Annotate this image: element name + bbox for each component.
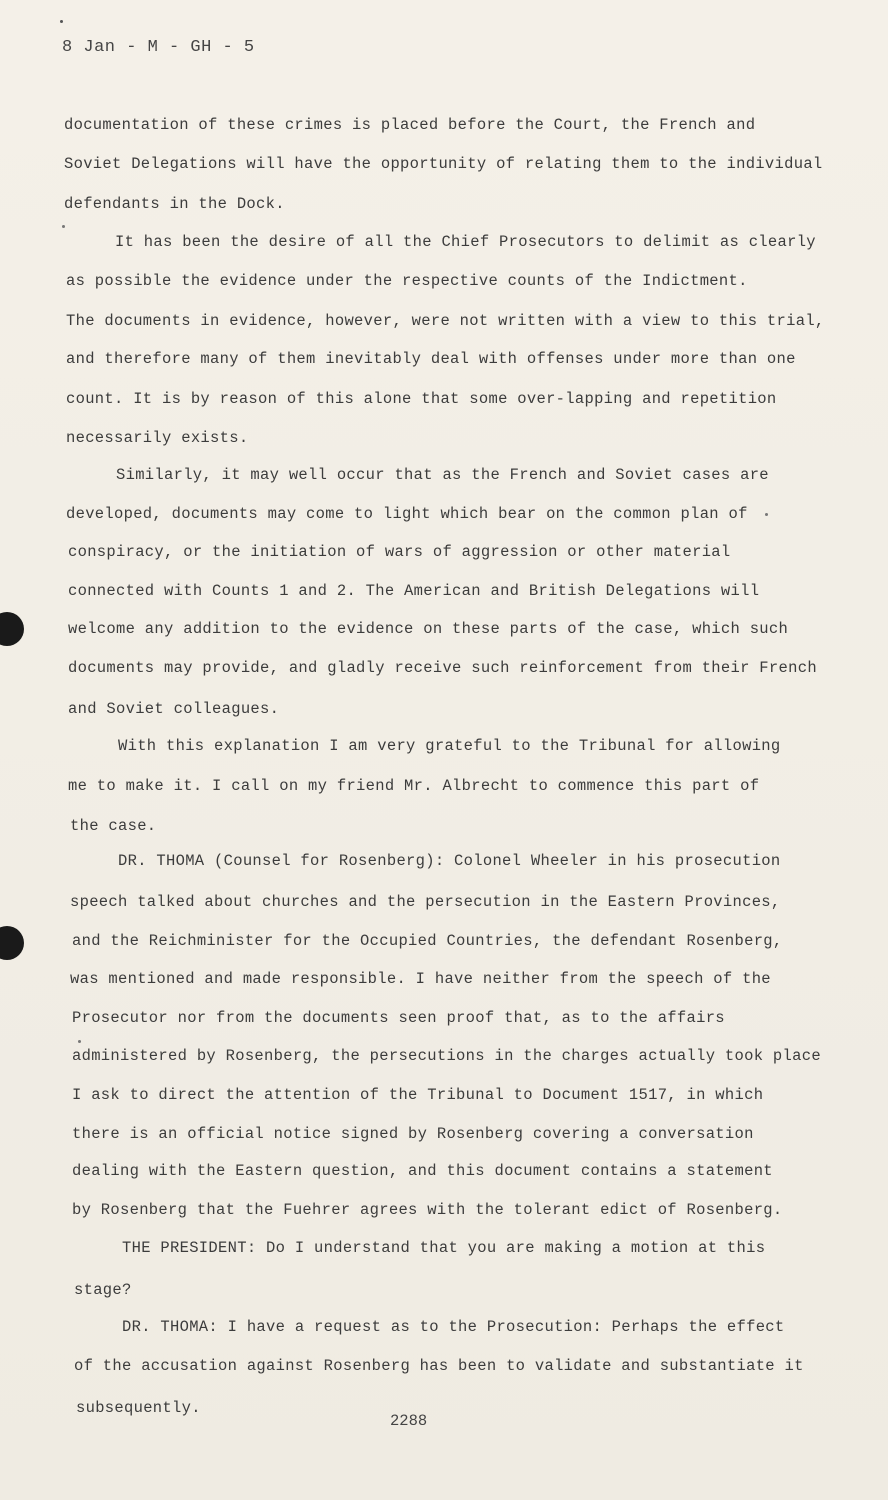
text-line: as possible the evidence under the respective counts of the Indictment.	[66, 272, 748, 290]
text-line: dealing with the Eastern question, and this document contains a statement	[72, 1162, 773, 1180]
text-line: there is an official notice signed by Rosenberg covering a conversation	[72, 1125, 754, 1143]
text-line: Soviet Delegations will have the opportunity of relating them to the individual	[64, 155, 823, 173]
text-line: necessarily exists.	[66, 429, 249, 447]
text-line: documentation of these crimes is placed before the Court, the French and	[64, 116, 756, 134]
text-line: documents may provide, and gladly receive such reinforcement from their French	[68, 659, 817, 677]
text-line: It has been the desire of all the Chief Prosecutors to delimit as clearly	[115, 233, 816, 251]
punch-hole	[0, 612, 24, 646]
page-number: 2288	[390, 1412, 428, 1430]
page-header-reference: 8 Jan - M - GH - 5	[62, 38, 255, 57]
text-line: developed, documents may come to light which bear on the common plan of	[66, 505, 748, 523]
ink-speck	[62, 225, 65, 228]
text-line: connected with Counts 1 and 2. The American and British Delegations will	[68, 582, 760, 600]
text-line: I ask to direct the attention of the Tribunal to Document 1517, in which	[72, 1086, 764, 1104]
ink-speck	[765, 513, 768, 516]
text-line: of the accusation against Rosenberg has been to validate and substantiate it	[74, 1357, 804, 1375]
punch-hole	[0, 926, 24, 960]
text-line: administered by Rosenberg, the persecutions in the charges actually took place	[72, 1047, 821, 1065]
text-line: DR. THOMA: I have a request as to the Prosecution: Perhaps the effect	[122, 1318, 785, 1336]
ink-dot	[60, 20, 63, 23]
text-line: Similarly, it may well occur that as the French and Soviet cases are	[116, 466, 769, 484]
text-line: and the Reichminister for the Occupied Countries, the defendant Rosenberg,	[72, 932, 783, 950]
text-line: DR. THOMA (Counsel for Rosenberg): Colonel Wheeler in his prosecution	[118, 852, 781, 870]
text-line: count. It is by reason of this alone that some over-lapping and repetition	[66, 390, 777, 408]
text-line: the case.	[70, 817, 157, 835]
text-line: welcome any addition to the evidence on these parts of the case, which such	[68, 620, 789, 638]
text-line: THE PRESIDENT: Do I understand that you are making a motion at this	[122, 1239, 766, 1257]
text-line: and Soviet colleagues.	[68, 700, 280, 718]
text-line: was mentioned and made responsible. I have neither from the speech of the	[70, 970, 771, 988]
text-line: speech talked about churches and the persecution in the Eastern Provinces,	[70, 893, 781, 911]
ink-speck	[78, 1040, 81, 1043]
text-line: stage?	[74, 1281, 132, 1299]
text-line: subsequently.	[76, 1399, 201, 1417]
text-line: The documents in evidence, however, were not written with a view to this trial,	[66, 312, 825, 330]
text-line: conspiracy, or the initiation of wars of aggression or other material	[68, 543, 731, 561]
text-line: and therefore many of them inevitably deal with offenses under more than one	[66, 350, 796, 368]
text-line: me to make it. I call on my friend Mr. Albrecht to commence this part of	[68, 777, 760, 795]
text-line: by Rosenberg that the Fuehrer agrees with the tolerant edict of Rosenberg.	[72, 1201, 783, 1219]
text-line: defendants in the Dock.	[64, 195, 285, 213]
text-line: Prosecutor nor from the documents seen proof that, as to the affairs	[72, 1009, 725, 1027]
text-line: With this explanation I am very grateful to the Tribunal for allowing	[118, 737, 781, 755]
